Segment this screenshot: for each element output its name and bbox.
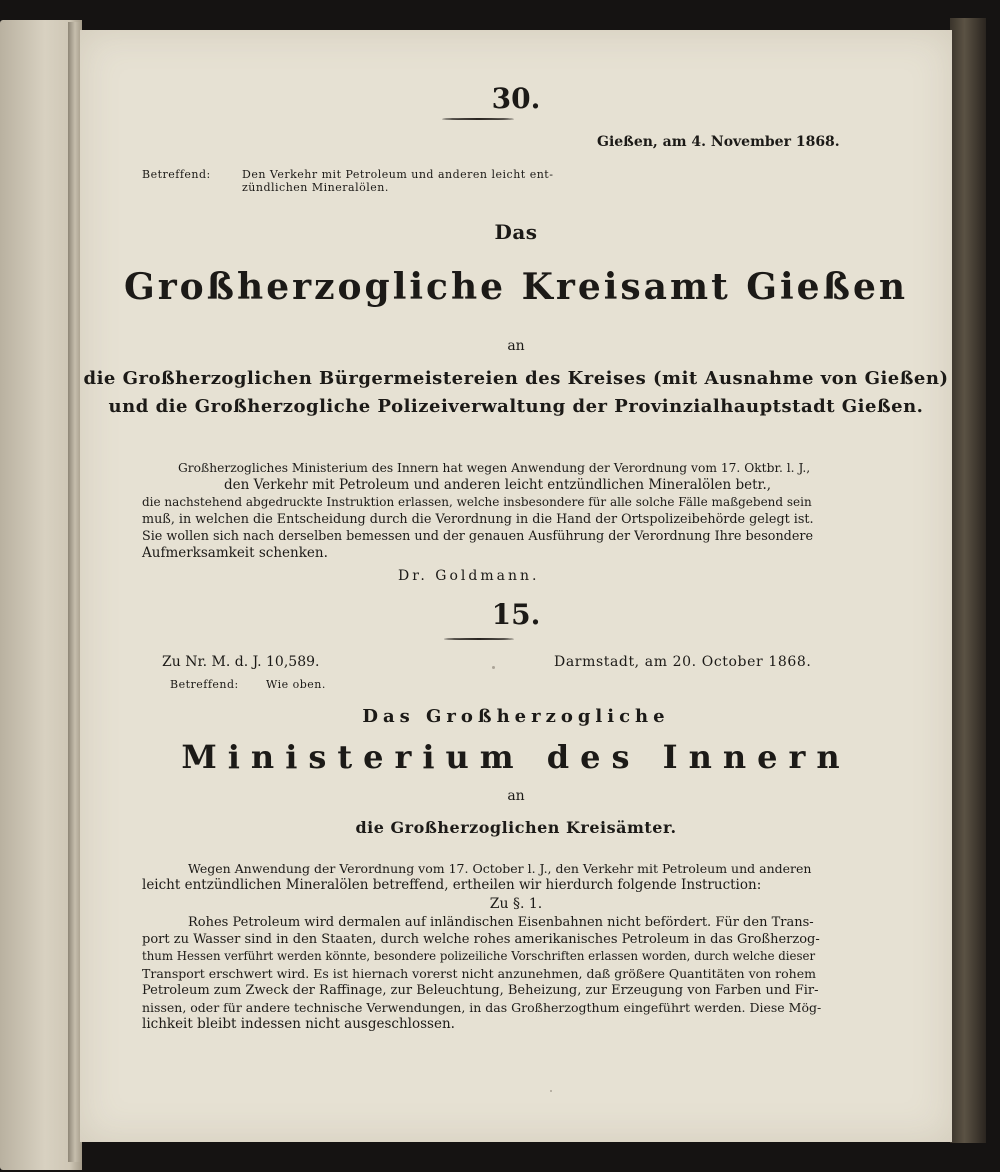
body-line: Großherzogliches Ministerium des Innern hat wegen Anwendung der Verordnung vom 17. Oktbr. l. J., (178, 461, 811, 475)
second-das: Das Großherzogliche (362, 706, 670, 727)
section-line: nissen, oder für andere technische Verwendungen, in das Großherzogthum eingeführt werden. Diese Mög- (142, 1000, 822, 1015)
body-line: den Verkehr mit Petroleum und anderen leicht entzündlichen Mineralölen betr., (224, 477, 772, 493)
first-issuer-heading: Großherzogliche Kreisamt Gießen (123, 266, 909, 308)
first-betreffend-line1: Den Verkehr mit Petroleum und anderen leicht ent- (242, 168, 554, 181)
first-addressee-line1: die Großherzoglichen Bürgermeistereien des Kreises (mit Ausnahme von Gießen) (83, 368, 949, 389)
number-underline (444, 638, 514, 640)
section-line: Petroleum zum Zweck der Raffinage, zur Beleuchtung, Beheizung, zur Erzeugung von Farben und Fir- (142, 983, 819, 998)
first-das: Das (494, 220, 538, 244)
body-line: Aufmerksamkeit schenken. (142, 545, 328, 561)
first-betreffend-line2: zündlichen Mineralölen. (242, 181, 389, 194)
second-intro-paragraph (142, 860, 822, 894)
section-heading: Zu §. 1. (489, 896, 543, 912)
section-line: thum Hessen verführt werden könnte, besondere polizeiliche Vorschriften erlassen worden, durch welche dieser (142, 949, 816, 963)
section-line: Transport erschwert wird. Es ist hiernach vorerst nicht anzunehmen, daß größere Quantitäten von rohem (142, 966, 816, 981)
body-line: die nachstehend abgedruckte Instruktion erlassen, welche insbesondere für alle solche Fälle maßgebend sein (142, 495, 812, 509)
section-paragraph (142, 914, 822, 1033)
second-place-date: Darmstadt, am 20. October 1868. (554, 654, 812, 670)
paper-speck (492, 666, 495, 669)
section-line: lichkeit bleibt indessen nicht ausgeschlossen. (142, 1016, 455, 1032)
first-addressee-line2: und die Großherzogliche Polizeiverwaltung der Provinzialhauptstadt Gießen. (108, 396, 924, 417)
first-place-date: Gießen, am 4. November 1868. (597, 134, 840, 150)
first-an: an (507, 338, 525, 354)
second-betreffend-text: Wie oben. (266, 678, 326, 691)
second-issuer-heading: Ministerium des Innern (181, 738, 851, 776)
second-an: an (507, 788, 525, 804)
first-signature: Dr. Goldmann. (398, 568, 540, 584)
paper-speck (550, 1090, 552, 1092)
intro-line: Wegen Anwendung der Verordnung vom 17. October l. J., den Verkehr mit Petroleum und anderen (188, 861, 812, 876)
second-addressee: die Großherzoglichen Kreisämter. (355, 818, 677, 837)
announcement-number-30: 30. (491, 82, 541, 115)
document-page (80, 30, 952, 1142)
second-betreffend-label: Betreffend: (170, 678, 239, 691)
first-body-paragraph (142, 460, 818, 562)
section-line: port zu Wasser sind in den Staaten, durch welche rohes amerikanisches Petroleum in das Großherzog- (142, 932, 820, 947)
second-reference: Zu Nr. M. d. J. 10,589. (162, 654, 320, 670)
number-underline (442, 118, 514, 120)
first-betreffend-label: Betreffend: (142, 168, 211, 181)
body-line: muß, in welchen die Entscheidung durch die Verordnung in die Hand der Ortspolizeibehörde gelegt ist. (142, 512, 814, 527)
body-line: Sie wollen sich nach derselben bemessen und der genauen Ausführung der Verordnung Ihre besondere (142, 529, 813, 544)
intro-line: leicht entzündlichen Mineralölen betreffend, ertheilen wir hierdurch folgende Instruction: (142, 877, 762, 893)
section-line: Rohes Petroleum wird dermalen auf inländischen Eisenbahnen nicht befördert. Für den Trans- (188, 915, 814, 930)
book-right-edge (950, 18, 986, 1143)
announcement-number-15: 15. (491, 598, 541, 631)
